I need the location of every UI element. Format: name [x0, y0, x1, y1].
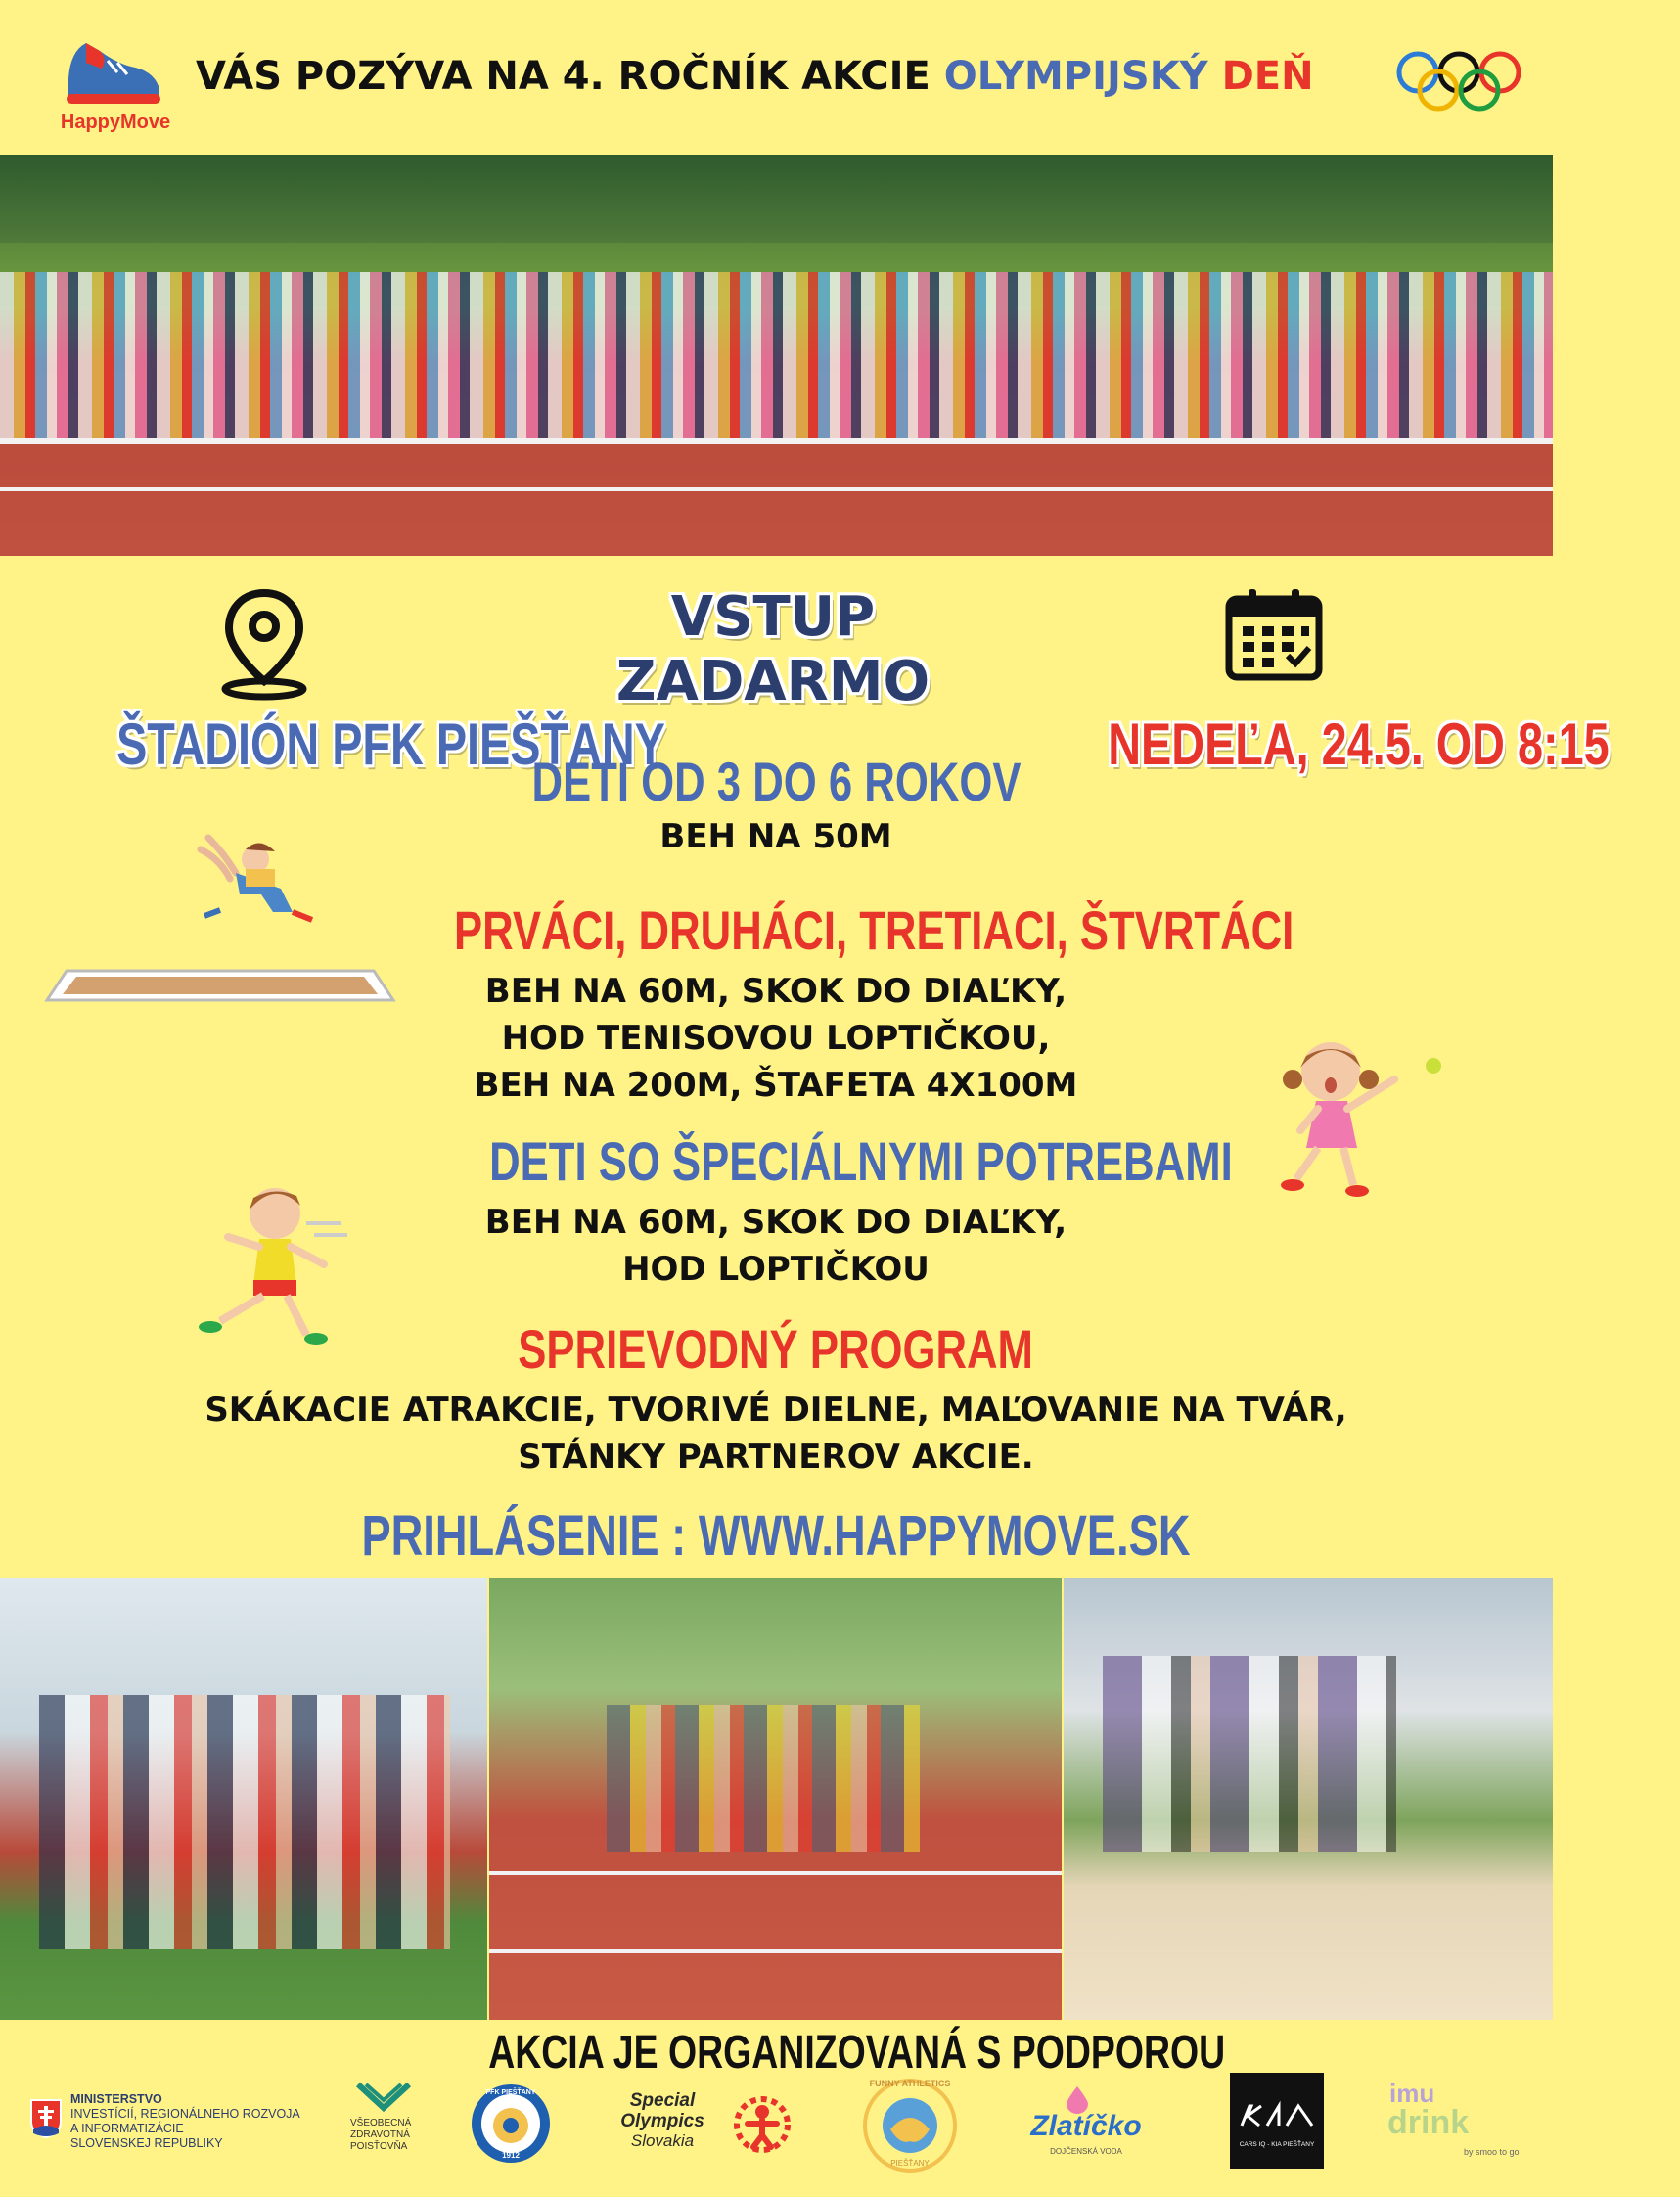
- registration-text[interactable]: PRIHLÁSENIE : WWW.HAPPYMOVE.SK: [361, 1504, 1191, 1568]
- zlaticko-logo: [1018, 2084, 1164, 2163]
- so-line: Olympics: [620, 2111, 704, 2131]
- zlaticko-sub: DOJČENSKÁ VODA: [1050, 2147, 1122, 2156]
- ministry-logo: [29, 2092, 333, 2161]
- section-line: HOD LOPTIČKOU: [622, 1250, 930, 1289]
- so-line: Slovakia: [630, 2131, 695, 2150]
- kia-logo: [1230, 2073, 1324, 2169]
- imu-drink-logo: [1385, 2079, 1532, 2176]
- section-young-children: [385, 750, 1167, 856]
- kia-wordmark-icon: [1238, 2102, 1316, 2129]
- invite-text: VÁS POZÝVA NA 4. ROČNÍK AKCIE: [196, 54, 931, 99]
- section-line: BEH NA 50M: [659, 817, 892, 856]
- registration-link[interactable]: [238, 1503, 1314, 1569]
- ministry-line: INVESTÍCIÍ, REGIONÁLNEHO ROZVOJA: [70, 2107, 300, 2121]
- section-line: STÁNKY PARTNEROV AKCIE.: [518, 1438, 1034, 1477]
- vszp-line: POISŤOVŇA: [350, 2141, 408, 2152]
- section-title: SPRIEVODNÝ PROGRAM: [518, 1318, 1034, 1380]
- section-line: BEH NA 60M, SKOK DO DIAĽKY,: [484, 1203, 1067, 1242]
- brand-name: HappyMove: [60, 112, 171, 133]
- section-side-program: [91, 1317, 1461, 1481]
- ministry-line: MINISTERSTVO: [70, 2092, 162, 2106]
- ministry-line: A INFORMATIZÁCIE: [70, 2122, 184, 2135]
- support-heading: [385, 2026, 1226, 2080]
- photo-throwing: [0, 1578, 487, 2020]
- date-text: NEDEĽA, 24.5. OD 8:15: [1108, 711, 1610, 777]
- drink-top: imu: [1389, 2079, 1435, 2108]
- vszp-logo: [350, 2081, 438, 2169]
- section-line: HOD TENISOVOU LOPTIČKOU,: [501, 1019, 1051, 1058]
- section-title: PRVÁCI, DRUHÁCI, TRETIACI, ŠTVRTÁCI: [454, 899, 1294, 961]
- calendar-icon: [1223, 585, 1325, 687]
- header-title: [196, 54, 1370, 99]
- section-title: DETI OD 3 DO 6 ROKOV: [531, 751, 1021, 812]
- drink-sub: by smoo to go: [1464, 2147, 1520, 2157]
- section-line: SKÁKACIE ATRAKCIE, TVORIVÉ DIELNE, MAĽOVANIE NA TVÁR,: [204, 1391, 1347, 1430]
- pfk-name: PFK PIEŠŤANY: [485, 2089, 536, 2096]
- girl-throwing-illustration: [1257, 1032, 1453, 1213]
- entry-line-1: VSTUP: [670, 585, 876, 649]
- special-olympics-figure-icon: [728, 2090, 796, 2159]
- olympic-rings-icon: [1394, 49, 1523, 117]
- photo-long-jump: [1064, 1578, 1553, 2020]
- long-jump-illustration: [191, 830, 328, 932]
- slovak-coat-of-arms-icon: [29, 2098, 63, 2139]
- event-word-1: OLYMPIJSKÝ: [943, 54, 1208, 99]
- pfk-piestany-logo: [470, 2083, 552, 2165]
- kia-sub: CARS IQ - KIA PIEŠŤANY: [1239, 2141, 1315, 2148]
- section-school-grades: [336, 898, 1294, 1109]
- section-title: DETI SO ŠPECIÁLNYMI POTREBAMI: [489, 1130, 1233, 1192]
- section-special-needs: [385, 1129, 1233, 1293]
- section-line: BEH NA 200M, ŠTAFETA 4X100M: [474, 1066, 1078, 1105]
- special-olympics-logo: [605, 2090, 800, 2159]
- support-text: AKCIA JE ORGANIZOVANÁ S PODPOROU: [488, 2027, 1226, 2079]
- vszp-chevron-icon: [354, 2081, 413, 2116]
- so-line: Special: [629, 2090, 696, 2111]
- group-photo: [0, 155, 1553, 556]
- location-pin-icon: [217, 587, 311, 705]
- ministry-line: SLOVENSKEJ REPUBLIKY: [70, 2136, 223, 2150]
- entry-line-2: ZADARMO: [615, 650, 931, 713]
- vszp-line: ZDRAVOTNÁ: [350, 2129, 410, 2140]
- zlaticko-name: Zlatíčko: [1030, 2110, 1142, 2142]
- vszp-line: VŠEOBECNÁ: [350, 2118, 412, 2128]
- event-word-2: DEŇ: [1221, 54, 1314, 99]
- section-line: BEH NA 60M, SKOK DO DIAĽKY,: [484, 972, 1067, 1011]
- drink-main: drink: [1387, 2104, 1470, 2141]
- funny-athletics-city: PIEŠŤANY: [890, 2159, 930, 2168]
- pfk-year: 1912: [502, 2151, 520, 2160]
- entry-info: [548, 585, 998, 714]
- funny-athletics-name: FUNNY ATHLETICS: [869, 2079, 951, 2088]
- happymove-logo: [57, 22, 174, 139]
- venue-text: ŠTADIÓN PFK PIEŠŤANY: [116, 711, 665, 777]
- photo-running: [489, 1578, 1062, 2020]
- funny-athletics-logo: [861, 2077, 959, 2174]
